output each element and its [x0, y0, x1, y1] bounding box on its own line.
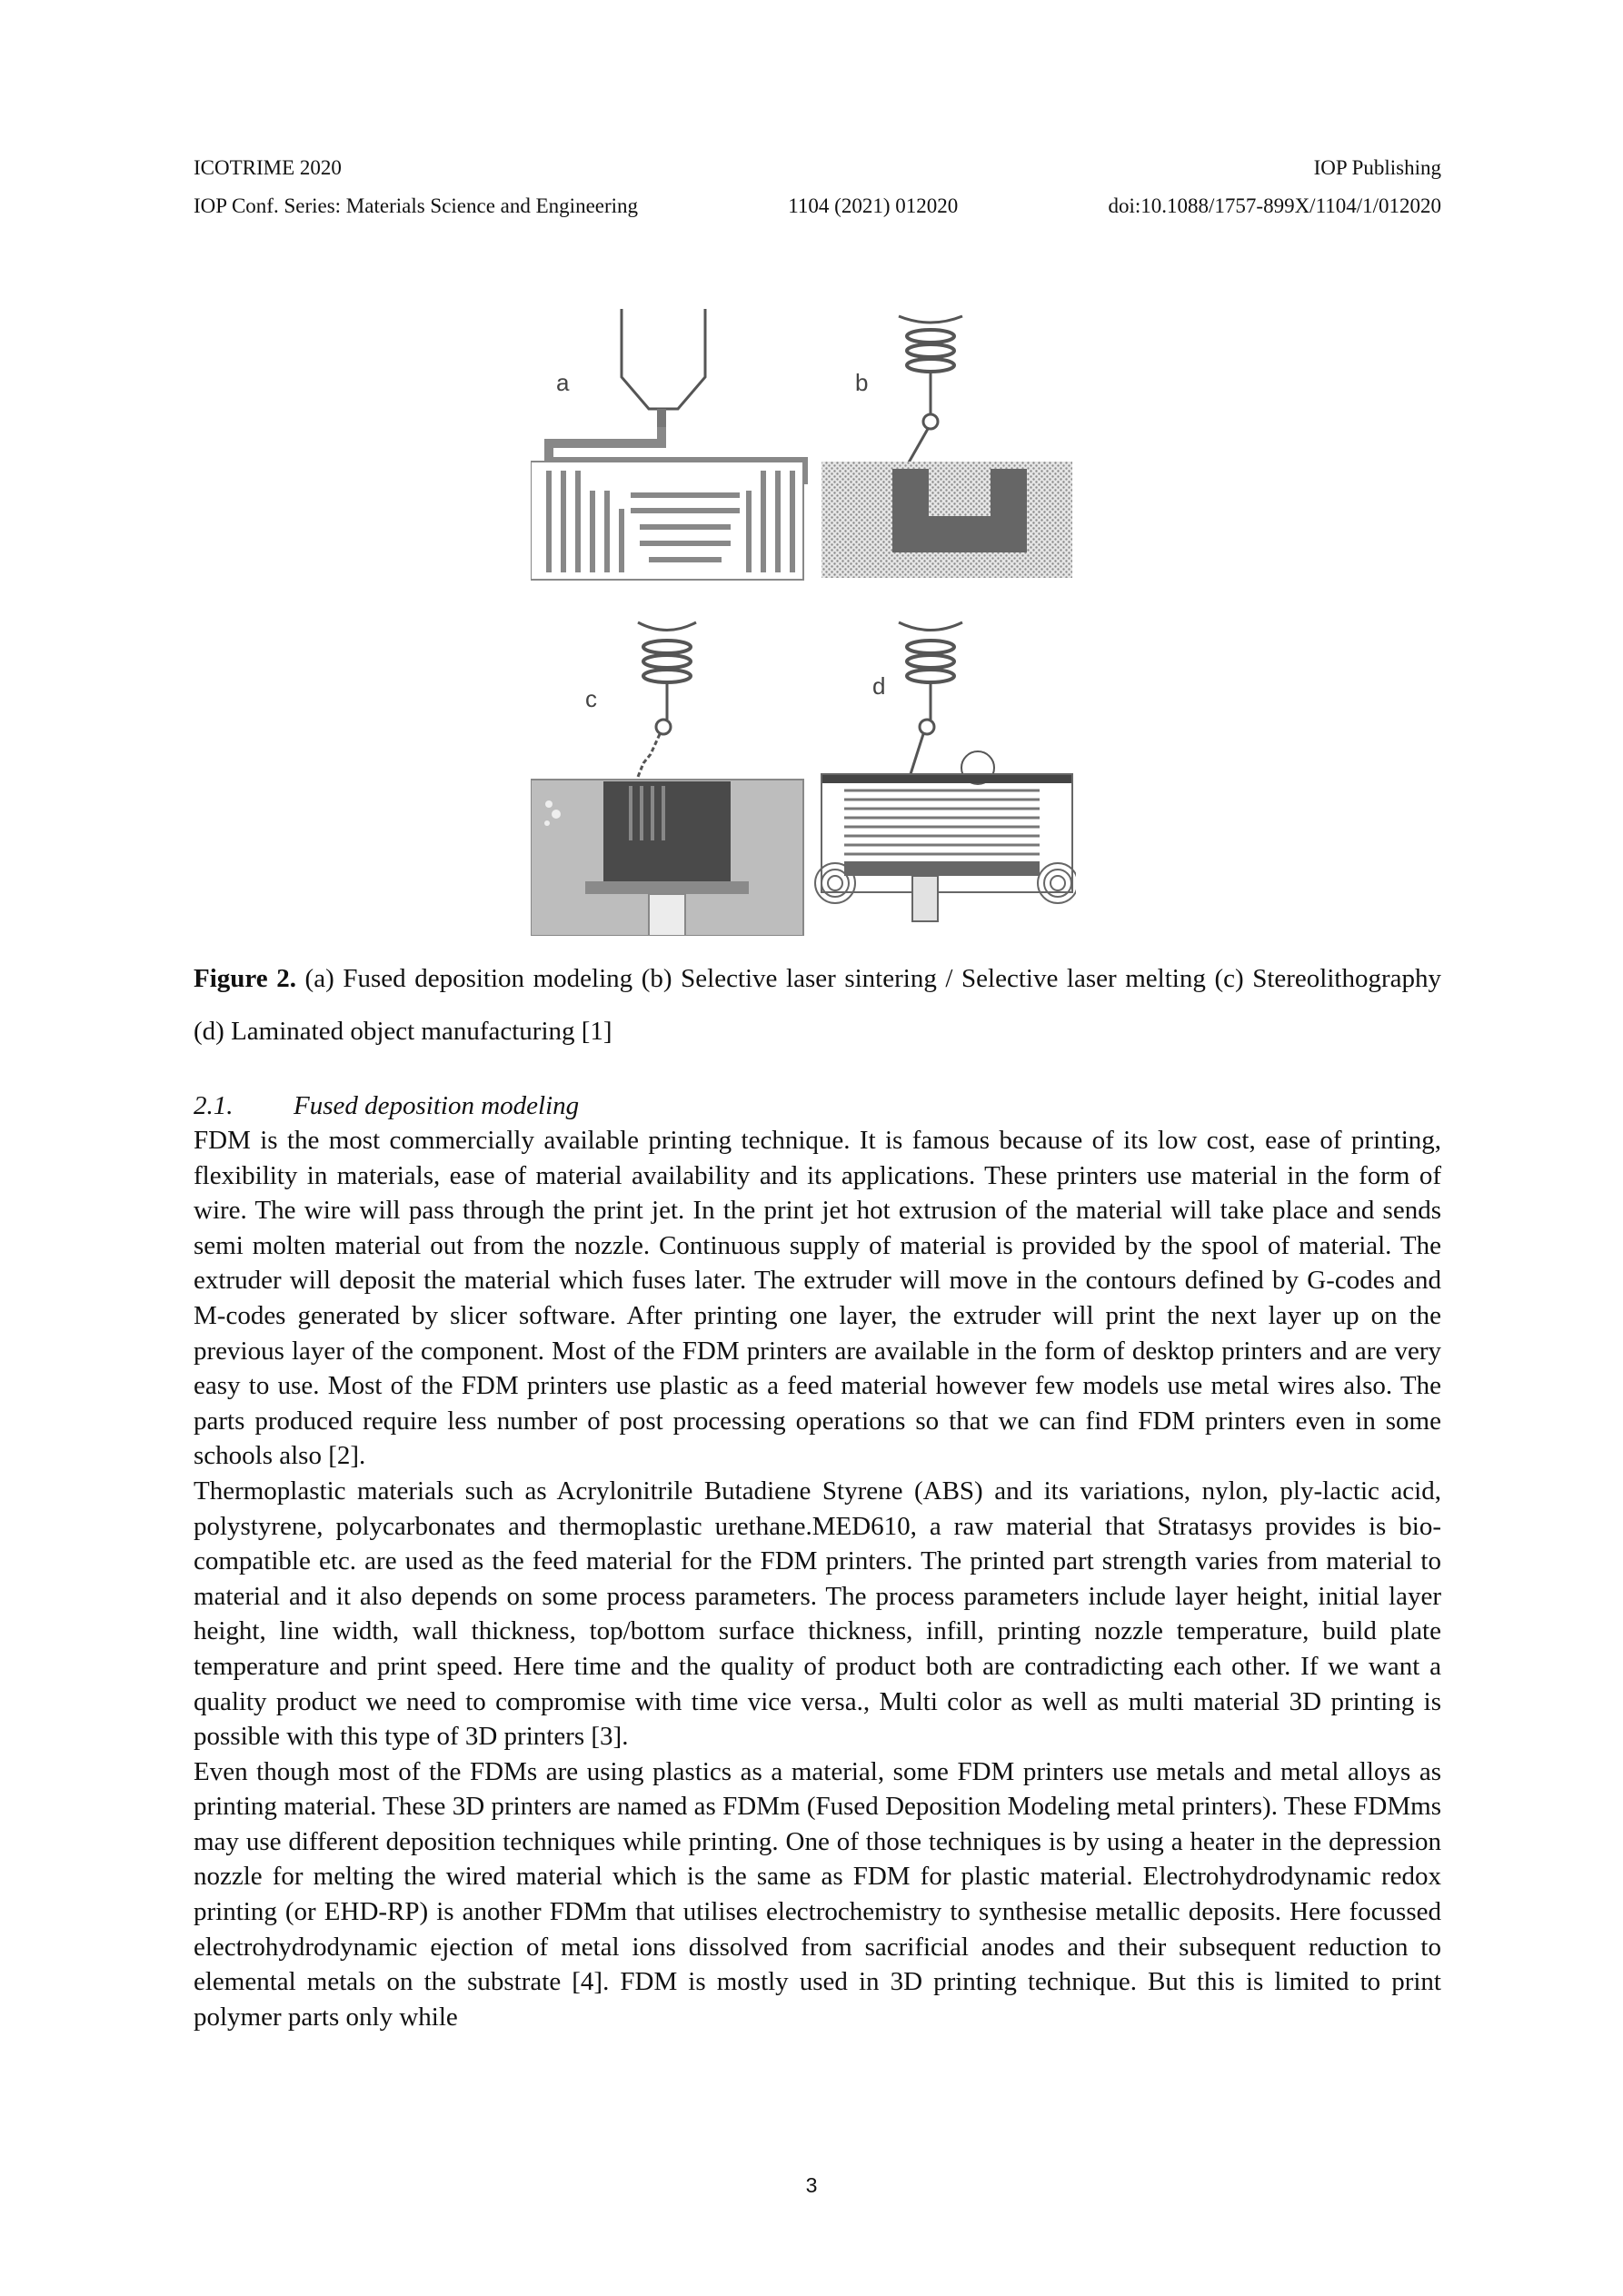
figure-caption	[194, 952, 1441, 1058]
figure-caption-text: (a) Fused deposition modeling (b) Selective laser sintering / Selective laser melting (c) Stereolithography (d) Laminated object manufacturing [1]	[194, 964, 1441, 1046]
doi: doi:10.1088/1757-899X/1104/1/012020	[1108, 194, 1441, 217]
panel-label-c: c	[585, 685, 597, 712]
paragraph: Thermoplastic materials such as Acrylonitrile Butadiene Styrene (ABS) and its variations, nylon, ply-lactic acid, polystyrene, polycarbonates and thermoplastic urethane.MED610, a raw material that Stratasys provides is bio-compatible etc. are used as the feed material for the FDM printers. The printed part strength varies from material to material and it also depends on some process parameters. The process parameters include layer height, initial layer height, line width, wall thickness, top/bottom surface thickness, infill, printing nozzle temperature, build plate temperature and print speed. Here time and the quality of product both are contradicting each other. If we want a quality product we need to compromise with time vice versa., Multi color as well as multi material 3D printing is possible with this type of 3D printers [3].	[194, 1476, 1441, 1752]
paragraph: FDM is the most commercially available printing technique. It is famous because of its low cost, ease of printing, flexibility in materials, ease of material availability and its applications. These printers use material in the form of wire. The wire will pass through the print jet. In the print jet hot extrusion of the material will take place and sends semi molten material out from the nozzle. Continuous supply of material is provided by the spool of material. The extruder will deposit the material which fuses later. The extruder will move in the contours defined by G-codes and M-codes generated by slicer software. After printing one layer, the extruder will print the next layer up on the previous layer of the component. Most of the FDM printers are available in the form of desktop printers and are very easy to use. Most of the FDM printers use plastic as a feed material however few models use metal wires also. The parts produced require less number of post processing operations so that we can find FDM printers even in some schools also [2].	[194, 1126, 1441, 1471]
panel-label-b: b	[855, 369, 869, 396]
volume-info: 1104 (2021) 012020	[788, 194, 959, 217]
running-header-bottom	[194, 193, 1441, 220]
section-title: Fused deposition modeling	[294, 1091, 580, 1120]
figure-label: Figure 2.	[194, 964, 296, 993]
page-number: 3	[805, 2173, 818, 2197]
figure-2-illustration	[531, 309, 1076, 936]
panel-b-sls-drawing	[821, 316, 1072, 578]
conference-name: ICOTRIME 2020	[194, 156, 342, 179]
section-heading	[194, 1088, 579, 1123]
panel-label-a: a	[556, 369, 570, 396]
panel-a-fdm-drawing	[531, 309, 803, 580]
paragraph: Even though most of the FDMs are using plastics as a material, some FDM printers use metals and metal alloys as printing material. These 3D printers are named as FDMm (Fused Deposition Modeling metal printers). These FDMms may use different deposition techniques while printing. One of those techniques is by using a heater in the depression nozzle for melting the wired material which is the same as FDM for plastic material. Electrohydrodynamic redox printing (or EHD-RP) is another FDMm that utilises electrochemistry to synthesise metallic deposits. Here focussed electrohydrodynamic ejection of metal ions dissolved from sacrificial anodes and their subsequent reduction to elemental metals on the substrate [4]. FDM is mostly used in 3D printing technique. But this is limited to print polymer parts only while	[194, 1756, 1441, 2032]
panel-label-d: d	[872, 672, 886, 700]
panel-c-sla-drawing	[531, 622, 803, 936]
section-body	[194, 1123, 1441, 2034]
panel-d-lom-drawing	[815, 622, 1076, 921]
section-number: 2.1.	[194, 1091, 234, 1120]
publisher-name: IOP Publishing	[1313, 156, 1441, 179]
journal-series: IOP Conf. Series: Materials Science and Engineering	[194, 194, 639, 217]
running-header-top	[194, 154, 1441, 182]
